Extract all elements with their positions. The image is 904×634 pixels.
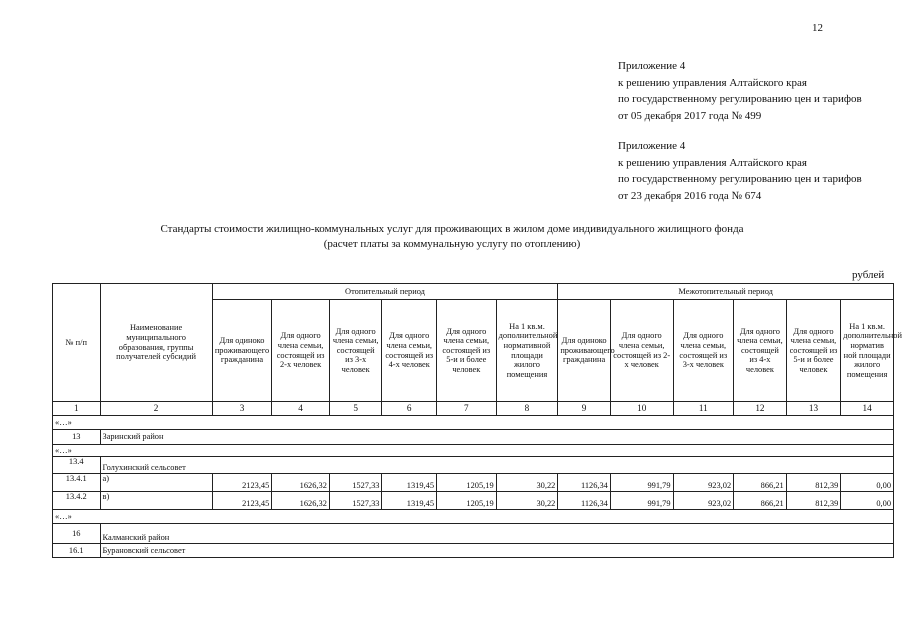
cell-value: 812,39 bbox=[786, 474, 841, 492]
group-header-interheating: Межотопительный период bbox=[558, 284, 894, 300]
table-row bbox=[53, 457, 894, 474]
cell-value: 1527,33 bbox=[329, 492, 382, 510]
col-header-name: Наименование муниципального образования, группы получателей субсидий bbox=[100, 284, 212, 402]
row-number: 16.1 bbox=[53, 544, 101, 558]
cell-value: 1527,33 bbox=[329, 474, 382, 492]
cell-value: 0,00 bbox=[841, 474, 894, 492]
appendix-line: к решению управления Алтайского края bbox=[618, 156, 807, 169]
cell-value: 1626,32 bbox=[272, 492, 330, 510]
column-number: 12 bbox=[734, 402, 787, 416]
column-number-row bbox=[53, 402, 894, 416]
column-number: 4 bbox=[272, 402, 330, 416]
cell-value: 1205,19 bbox=[437, 492, 497, 510]
column-number: 8 bbox=[496, 402, 558, 416]
header-row-groups bbox=[53, 284, 894, 300]
gap-marker: «…» bbox=[53, 416, 894, 430]
group-header-heating: Отопительный период bbox=[212, 284, 558, 300]
col-header-interheating-1: Для одиноко проживающего гражданина bbox=[558, 300, 611, 402]
cell-value: 923,02 bbox=[673, 492, 734, 510]
gap-marker: «…» bbox=[53, 510, 894, 524]
col-header-heating-3: Для одного члена семьи, состоящей из 3-х человек bbox=[329, 300, 382, 402]
row-number: 16 bbox=[53, 524, 101, 544]
col-header-heating-5: Для одного члена семьи, состоящей из 5-и и более человек bbox=[437, 300, 497, 402]
column-number: 9 bbox=[558, 402, 611, 416]
cell-value: 30,22 bbox=[496, 474, 558, 492]
cell-value: 991,79 bbox=[610, 474, 673, 492]
currency-label: рублей bbox=[852, 269, 885, 281]
col-header-heating-2: Для одного члена семьи, состоящей из 2-х человек bbox=[272, 300, 330, 402]
appendix-line: от 05 декабря 2017 года № 499 bbox=[618, 109, 762, 122]
table-row bbox=[53, 492, 894, 510]
table-row bbox=[53, 524, 894, 544]
appendix-line: от 23 декабря 2016 года № 674 bbox=[618, 189, 762, 202]
row-name: Бурановский сельсовет bbox=[100, 544, 894, 558]
gap-marker: «…» bbox=[53, 445, 894, 457]
cell-value: 866,21 bbox=[734, 492, 787, 510]
appendix-line: к решению управления Алтайского края bbox=[618, 76, 807, 89]
column-number: 10 bbox=[610, 402, 673, 416]
gap-row bbox=[53, 510, 894, 524]
column-number: 11 bbox=[673, 402, 734, 416]
col-header-interheating-2: Для одного члена семьи, состоящей из 2-х человек bbox=[610, 300, 673, 402]
cell-value: 1126,34 bbox=[558, 474, 611, 492]
col-header-heating-6: На 1 кв.м. дополнительной нормативной площади жилого помещения bbox=[496, 300, 558, 402]
col-header-interheating-6: На 1 кв.м. дополнительной норматив ной площади жилого помещения bbox=[841, 300, 894, 402]
table-row bbox=[53, 474, 894, 492]
cell-value: 2123,45 bbox=[212, 492, 272, 510]
col-header-interheating-3: Для одного члена семьи, состоящей из 3-х человек bbox=[673, 300, 734, 402]
col-header-no: № п/п bbox=[53, 284, 101, 402]
tariff-table bbox=[52, 283, 902, 558]
column-number: 13 bbox=[786, 402, 841, 416]
row-name: а) bbox=[100, 474, 212, 492]
row-name: Голухинский сельсовет bbox=[100, 457, 894, 474]
cell-value: 2123,45 bbox=[212, 474, 272, 492]
appendix-title: Приложение 4 bbox=[618, 60, 686, 72]
appendix-line: по государственному регулированию цен и тарифов bbox=[618, 93, 862, 105]
row-number: 13 bbox=[53, 430, 101, 445]
cell-value: 1205,19 bbox=[437, 474, 497, 492]
gap-row bbox=[53, 416, 894, 430]
column-number: 14 bbox=[841, 402, 894, 416]
column-number: 5 bbox=[329, 402, 382, 416]
column-number: 7 bbox=[437, 402, 497, 416]
row-name: в) bbox=[100, 492, 212, 510]
title-line-1: Стандарты стоимости жилищно-коммунальных услуг для проживающих в жилом доме индивидуального жилищного фонда bbox=[160, 223, 744, 235]
column-number: 6 bbox=[382, 402, 437, 416]
appendix-block-2 bbox=[618, 138, 862, 204]
cell-value: 923,02 bbox=[673, 474, 734, 492]
table-row bbox=[53, 544, 894, 558]
row-number: 13.4.1 bbox=[53, 474, 101, 492]
col-header-interheating-5: Для одного члена семьи, состоящей из 5-и и более человек bbox=[786, 300, 841, 402]
document-title bbox=[0, 222, 904, 252]
table-row bbox=[53, 430, 894, 445]
gap-row bbox=[53, 445, 894, 457]
cell-value: 866,21 bbox=[734, 474, 787, 492]
cell-value: 812,39 bbox=[786, 492, 841, 510]
col-header-heating-1: Для одиноко проживающего гражданина bbox=[212, 300, 272, 402]
row-name: Калманский район bbox=[100, 524, 894, 544]
appendix-title: Приложение 4 bbox=[618, 140, 686, 152]
column-number: 3 bbox=[212, 402, 272, 416]
cell-value: 1319,45 bbox=[382, 492, 437, 510]
row-number: 13.4.2 bbox=[53, 492, 101, 510]
cell-value: 30,22 bbox=[496, 492, 558, 510]
col-header-interheating-4: Для одного члена семьи, состоящей из 4-х человек bbox=[734, 300, 787, 402]
cell-value: 1626,32 bbox=[272, 474, 330, 492]
cell-value: 1319,45 bbox=[382, 474, 437, 492]
appendix-block-1 bbox=[618, 58, 862, 124]
column-number: 1 bbox=[53, 402, 101, 416]
page-number: 12 bbox=[812, 22, 823, 34]
cell-value: 1126,34 bbox=[558, 492, 611, 510]
row-number: 13.4 bbox=[53, 457, 101, 474]
col-header-heating-4: Для одного члена семьи, состоящей из 4-х человек bbox=[382, 300, 437, 402]
title-line-2: (расчет платы за коммунальную услугу по отоплению) bbox=[323, 238, 581, 250]
cell-value: 0,00 bbox=[841, 492, 894, 510]
row-name: Заринский район bbox=[100, 430, 894, 445]
cell-value: 991,79 bbox=[610, 492, 673, 510]
column-number: 2 bbox=[100, 402, 212, 416]
appendix-line: по государственному регулированию цен и тарифов bbox=[618, 173, 862, 185]
